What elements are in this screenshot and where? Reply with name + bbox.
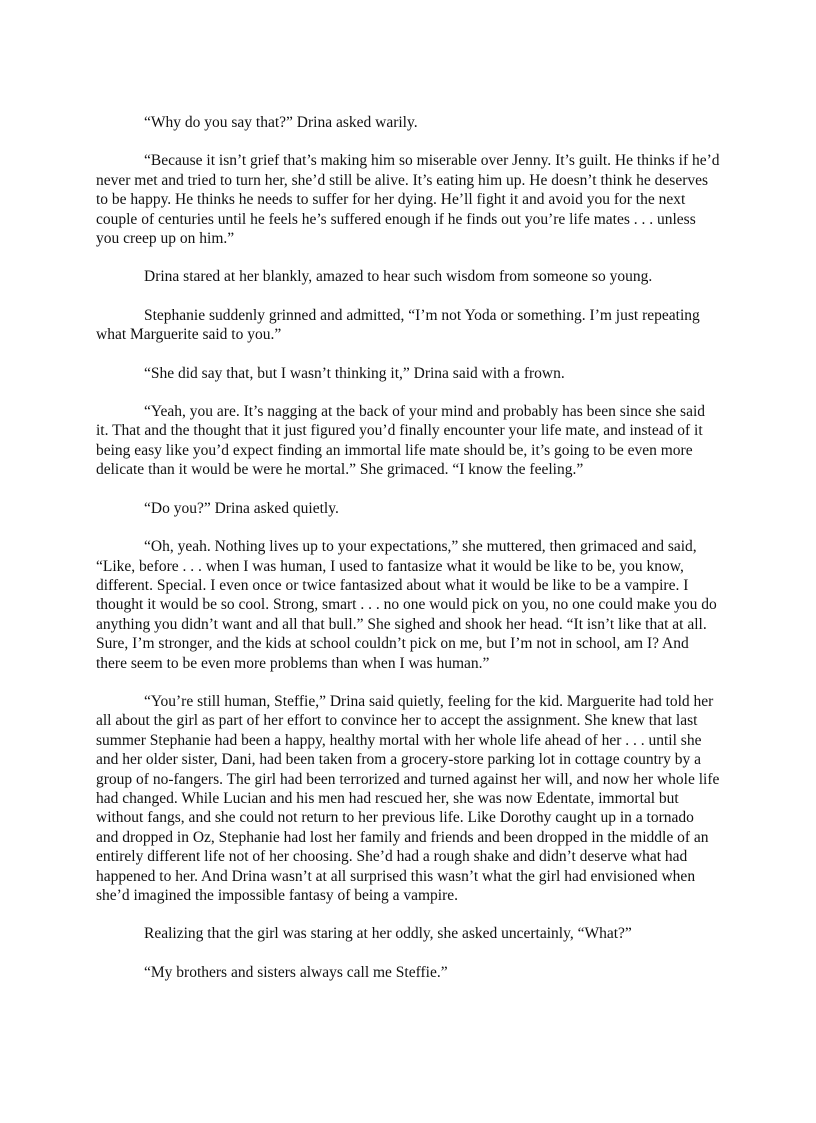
- paragraph-4: Stephanie suddenly grinned and admitted, “I’m not Yoda or something. I’m just repeating what Marguerite said to you.”: [96, 306, 700, 344]
- paragraph-5: “She did say that, but I wasn’t thinking it,” Drina said with a frown.: [144, 364, 565, 382]
- paragraph-3: Drina stared at her blankly, amazed to hear such wisdom from someone so young.: [144, 268, 653, 286]
- paragraph-8: “Oh, yeah. Nothing lives up to your expectations,” she muttered, then grimaced and said, “Like, before . . . when I was human, I used to fantasize what it would be like to be, you know, different. Special. I even once or twice fantasized about what it would be like to be a vampire. I thought it would be so cool. Strong, smart . . . no one would pick on you, no one could make you do anything you didn’t want and all that bull.” She sighed and shook her head. “It isn’t like that at all. Sure, I’m stronger, and the kids at school couldn’t pick on me, but I’m not in school, am I? And there seem to be even more problems than when I was human.”: [96, 538, 717, 672]
- paragraph-7: “Do you?” Drina asked quietly.: [144, 499, 339, 517]
- paragraph-9: “You’re still human, Steffie,” Drina said quietly, feeling for the kid. Marguerite had told her all about the girl as part of her effort to convince her to accept the assignment. She knew that last summer Stephanie had been a happy, healthy mortal with her whole life ahead of her . . . until she and her older sister, Dani, had been taken from a grocery-store parking lot in cottage country by a group of no-fangers. The girl had been terrorized and turned against her will, and now her whole life had changed. While Lucian and his men had rescued her, she was now Edentate, immortal but without fangs, and she could not return to her previous life. Like Dorothy caught up in a tornado and dropped in Oz, Stephanie had lost her family and friends and been dropped in the middle of an entirely different life not of her choosing. She’d had a rough shake and didn’t deserve what had happened to her. And Drina wasn’t at all surprised this wasn’t what the girl had envisioned when she’d imagined the impossible fantasy of being a vampire.: [96, 692, 720, 904]
- paragraph-11: “My brothers and sisters always call me Steffie.”: [144, 963, 448, 981]
- paragraph-10: Realizing that the girl was staring at her oddly, she asked uncertainly, “What?”: [144, 925, 632, 943]
- paragraph-2: “Because it isn’t grief that’s making him so miserable over Jenny. It’s guilt. He thinks if he’d never met and tried to turn her, she’d still be alive. It’s eating him up. He doesn’t think he deserves to be happy. He thinks he needs to suffer for her dying. He’ll fight it and avoid you for the next couple of centuries until he feels he’s suffered enough if he finds out you’re life mates . . . unless you creep up on him.”: [96, 152, 720, 248]
- paragraph-6: “Yeah, you are. It’s nagging at the back of your mind and probably has been since she said it. That and the thought that it just figured you’d finally encounter your life mate, and instead of it being easy like you’d expect finding an immortal life mate should be, it’s going to be even more delicate than it would be were he mortal.” She grimaced. “I know the feeling.”: [96, 403, 706, 479]
- paragraph-1: “Why do you say that?” Drina asked warily.: [144, 114, 418, 131]
